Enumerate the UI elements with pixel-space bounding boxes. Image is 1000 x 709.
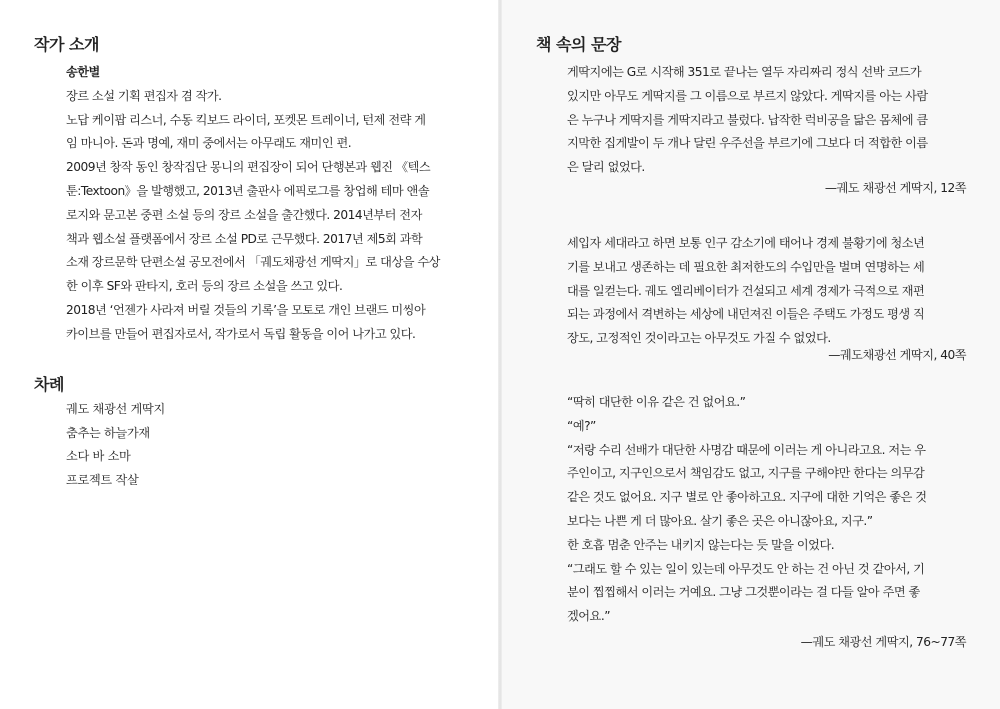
excerpt-line: 있지만 아무도 게딱지를 그 이름으로 부르지 않았다. 게딱지를 아는 사람: [567, 88, 928, 103]
excerpt-line: “그래도 할 수 있는 일이 있는데 아무것도 안 하는 건 아닌 것 같아서, 기: [567, 561, 925, 576]
author-name: 송한별: [66, 65, 100, 79]
excerpts-heading: 책 속의 문장: [536, 35, 621, 54]
excerpt-line: “딱히 대단한 이유 같은 건 없어요.”: [567, 395, 746, 409]
bio-line: 툰:Textoon》을 발행했고, 2013년 출판사 에픽로그를 창업해 테마 앤솔: [66, 183, 430, 198]
excerpt-3-citation: —궤도 채광선 게딱지, 76~77쪽: [800, 635, 966, 649]
book-gutter: [498, 0, 502, 709]
excerpt-line: 겠어요.”: [567, 609, 611, 624]
bio-line: 소재 장르문학 단편소설 공모전에서 「궤도채광선 게딱지」로 대상을 수상: [66, 255, 440, 270]
toc-item: 소다 바 소마: [66, 449, 131, 463]
excerpt-line: 한 호흡 멈춘 안주는 내키지 않는다는 듯 말을 이었다.: [567, 537, 835, 552]
excerpt-line: 보다는 나쁜 게 더 많아요. 살기 좋은 곳은 아니잖아요, 지구.”: [567, 513, 873, 528]
bio-line: 2018년 ‘언젠가 사라져 버릴 것들의 기록’을 모토로 개인 브랜드 미씽아: [66, 302, 426, 317]
excerpt-line: 대를 일컫는다. 궤도 엘리베이터가 건설되고 세계 경제가 극적으로 재편: [567, 283, 925, 298]
excerpt-line: 지막한 집게발이 두 개나 달린 우주선을 부르기에 그보다 더 적합한 이름: [567, 136, 928, 151]
bio-line: 한 이후 SF와 판타지, 호러 등의 장르 소설을 쓰고 있다.: [66, 279, 343, 294]
table-of-contents: [66, 398, 165, 492]
toc-item: 궤도 채광선 게딱지: [66, 402, 165, 416]
excerpt-3: [567, 391, 987, 629]
excerpt-line: 은 달리 없었다.: [567, 160, 645, 175]
excerpt-1: [567, 61, 987, 180]
excerpt-2-citation: —궤도채광선 게딱지, 40쪽: [828, 348, 966, 362]
bio-line: 장르 소설 기획 편집자 겸 작가.: [66, 88, 222, 103]
bio-line: 책과 웹소설 플랫폼에서 장르 소설 PD로 근무했다. 2017년 제5회 과학: [66, 231, 423, 246]
excerpt-line: 장도, 고정적인 것이라고는 아무것도 가질 수 없었다.: [567, 331, 831, 346]
bio-line: 임 마니아. 돈과 명예, 재미 중에서는 아무래도 재미인 편.: [66, 136, 352, 151]
excerpt-line: 같은 것도 없어요. 지구 별로 안 좋아하고요. 지구에 대한 기억은 좋은 것: [567, 490, 927, 505]
excerpt-line: “저랑 수리 선배가 대단한 사명감 때문에 이러는 게 아니라고요. 저는 우: [567, 442, 926, 457]
excerpt-line: 은 누구나 게딱지를 게딱지라고 불렀다. 납작한 럭비공을 닮은 몸체에 큼: [567, 112, 928, 127]
excerpt-1-citation: —궤도 채광선 게딱지, 12쪽: [824, 181, 966, 195]
author-heading: 작가 소개: [34, 35, 99, 54]
bio-line: 노답 케이팝 리스너, 수동 킥보드 라이더, 포켓몬 트레이너, 턴제 전략 게: [66, 112, 426, 127]
excerpt-2: [567, 232, 987, 351]
bio-line: 2009년 창작 동인 창작집단 몽니의 편집장이 되어 단행본과 웹진 《텍스: [66, 160, 431, 175]
author-bio: [66, 61, 486, 347]
excerpt-line: 분이 찝찝해서 이러는 거예요. 그냥 그것뿐이라는 걸 다들 알아 주면 좋: [567, 585, 920, 600]
right-page: [500, 0, 1000, 709]
excerpt-line: 세입자 세대라고 하면 보통 인구 감소기에 태어나 경제 불황기에 청소년: [567, 236, 925, 250]
excerpt-line: “예?”: [567, 418, 596, 433]
excerpt-line: 되는 과정에서 격변하는 세상에 내던져진 이들은 주택도 가정도 평생 직: [567, 307, 925, 322]
toc-heading: 차례: [34, 375, 64, 394]
excerpt-line: 게딱지에는 G로 시작해 351로 끝나는 열두 자리짜리 정식 선박 코드가: [567, 65, 922, 79]
toc-item: 춤추는 하늘가재: [66, 425, 150, 440]
bio-line: 카이브를 만들어 편집자로서, 작가로서 독립 활동을 이어 나가고 있다.: [66, 326, 416, 341]
excerpt-line: 주인이고, 지구인으로서 책임감도 없고, 지구를 구해야만 한다는 의무감: [567, 466, 925, 481]
excerpt-line: 기를 보내고 생존하는 데 필요한 최저한도의 수입만을 벌며 연명하는 세: [567, 259, 925, 274]
toc-item: 프로젝트 작살: [66, 472, 139, 487]
bio-line: 로지와 문고본 중편 소설 등의 장르 소설을 출간했다. 2014년부터 전자: [66, 207, 422, 222]
